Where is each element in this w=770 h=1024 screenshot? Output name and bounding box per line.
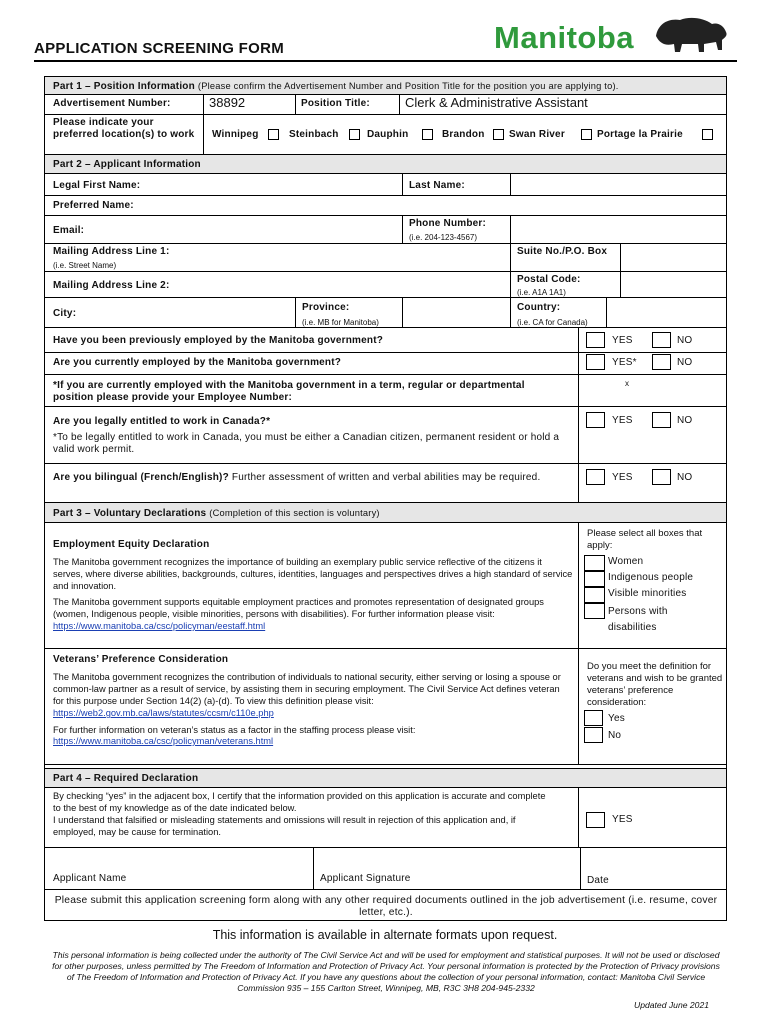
part1-note: (Please confirm the Advertisement Number and Position Title for the position you are applying to). <box>197 81 619 91</box>
date-field[interactable] <box>581 848 726 868</box>
veterans-p1-text: The Manitoba government recognizes the contribution of individuals to national security, either serving or losing a spouse or common-law partner as a result of service, by assisting them in securing employment. The Civil Service Act defines veteran for this purpose under Section 14(2) (a)-(d). To view this definition please visit: <box>53 672 561 706</box>
ad-number-label: Advertisement Number: <box>53 98 171 109</box>
veterans-yes-checkbox[interactable] <box>584 710 603 726</box>
location-swan-river-checkbox[interactable] <box>581 129 592 140</box>
legal-first-name-label: Legal First Name: <box>53 180 141 191</box>
title-rule <box>34 60 737 62</box>
ee-disabilities-checkbox[interactable] <box>584 603 605 619</box>
veterans-no-checkbox[interactable] <box>584 727 603 743</box>
declaration-p1: By checking “yes” in the adjacent box, I certify that the information provided on this application is accurate and complete to the best of my knowledge as of the date indicated below. <box>53 791 546 813</box>
phone-label: Phone Number: <box>409 218 487 229</box>
part3-heading: Part 3 – Voluntary Declarations <box>53 508 207 519</box>
bilingual-no-checkbox[interactable] <box>652 469 671 485</box>
email-label: Email: <box>53 225 85 236</box>
privacy-statement: This personal information is being collected under the authority of The Civil Service Act and will be used for employment and statistical purposes. It will not be used or disclosed for other purposes, unless permitted by The Freedom of Information and Protection of Privacy Act. Your personal information is protected by the Protection of Privacy provisions of The Freedom of Information and Protection of Privacy Act. If you have any questions about the collection of your personal information, contact: Manitoba Civil Service Commission 935 – 155 Carlton Street, Winnipeg, MB, R3C 3H8 204-945-2332 <box>52 950 720 993</box>
applicant-signature-field[interactable] <box>314 848 578 868</box>
ee-women-checkbox[interactable] <box>584 555 605 571</box>
declaration-yes-label: YES <box>612 814 633 825</box>
logo-text: Manitoba <box>494 20 635 55</box>
last-name-label: Last Name: <box>409 180 465 191</box>
mailing1-hint: (i.e. Street Name) <box>53 261 117 270</box>
last-name-field[interactable] <box>511 174 725 194</box>
location-winnipeg-label: Winnipeg <box>212 129 259 140</box>
q-legal-entitlement: Are you legally entitled to work in Canada?* <box>53 416 271 427</box>
curr-employed-no-label: NO <box>677 357 693 368</box>
country-hint: (i.e. CA for Canada) <box>517 318 588 327</box>
part2-heading: Part 2 – Applicant Information <box>53 159 201 170</box>
declaration-yes-checkbox[interactable] <box>586 812 605 828</box>
location-brandon-label: Brandon <box>442 129 485 140</box>
preferred-name-label: Preferred Name: <box>53 200 134 211</box>
q-bilingual-rest: Further assessment of written and verbal abilities may be required. <box>228 472 541 483</box>
employee-number-field[interactable] <box>579 375 725 406</box>
country-label: Country: <box>517 302 561 313</box>
legal-note: *To be legally entitled to work in Canada, you must be either a Canadian citizen, permanent resident or hold a valid work permit. <box>53 432 560 455</box>
applicant-signature-label: Applicant Signature <box>320 873 411 884</box>
ee-disabilities-label: Persons with disabilities <box>608 606 668 633</box>
veterans-yes-label: Yes <box>608 713 625 724</box>
bilingual-yes-label: YES <box>612 472 633 483</box>
applicant-name-label: Applicant Name <box>53 873 127 884</box>
declaration-p2: I understand that falsified or misleading statements and omissions will result in rejection of this application and, if employed, may be cause for termination. <box>53 815 516 837</box>
updated-date: Updated June 2021 <box>634 1000 710 1010</box>
bison-icon <box>652 14 732 54</box>
prev-employed-no-checkbox[interactable] <box>652 332 671 348</box>
ee-women-label: Women <box>608 556 644 567</box>
employee-number-marker: x <box>625 379 629 388</box>
prev-employed-yes-checkbox[interactable] <box>586 332 605 348</box>
bilingual-no-label: NO <box>677 472 693 483</box>
ee-indigenous-label: Indigenous people <box>608 572 694 583</box>
curr-employed-yes-label: YES* <box>612 357 637 368</box>
manitoba-logo <box>494 14 734 56</box>
ee-visible-minorities-label: Visible minorities <box>608 588 687 599</box>
ee-select-instruction: Please select all boxes that apply: <box>587 528 703 551</box>
location-brandon-checkbox[interactable] <box>493 129 504 140</box>
legal-yes-checkbox[interactable] <box>586 412 605 428</box>
postal-code-hint: (i.e. A1A 1A1) <box>517 288 566 297</box>
position-title-field[interactable]: Clerk & Administrative Assistant <box>405 95 588 110</box>
veterans-title: Veterans’ Preference Consideration <box>53 654 229 665</box>
employment-equity-title: Employment Equity Declaration <box>53 539 210 550</box>
veterans-no-label: No <box>608 730 622 741</box>
position-title-label: Position Title: <box>301 98 370 109</box>
suite-label: Suite No./P.O. Box <box>517 246 608 257</box>
part3-note: (Completion of this section is voluntary) <box>209 508 380 518</box>
province-label: Province: <box>302 302 350 313</box>
q-bilingual <box>53 472 573 484</box>
mailing1-label: Mailing Address Line 1: <box>53 246 170 257</box>
curr-employed-yes-checkbox[interactable] <box>586 354 605 370</box>
phone-hint: (i.e. 204-123-4567) <box>409 233 478 242</box>
veterans-p2: For further information on veteran’s status as a factor in the staffing process please visit: <box>53 725 416 735</box>
location-swan-river-label: Swan River <box>509 129 565 140</box>
form-title: APPLICATION SCREENING FORM <box>34 40 285 57</box>
date-label: Date <box>587 875 609 886</box>
location-dauphin-label: Dauphin <box>367 129 409 140</box>
prev-employed-yes-label: YES <box>612 335 633 346</box>
location-winnipeg-checkbox[interactable] <box>268 129 279 140</box>
employment-equity-p2 <box>53 596 573 632</box>
employment-equity-link[interactable]: https://www.manitoba.ca/csc/policyman/eestaff.html <box>53 621 266 631</box>
employee-number-note: *If you are currently employed with the Manitoba government in a term, regular or departmental position please provide your Employee Number: <box>53 380 525 403</box>
ee-visible-minorities-checkbox[interactable] <box>584 587 605 603</box>
location-portage-checkbox[interactable] <box>702 129 713 140</box>
veterans-p1 <box>53 671 573 719</box>
legal-no-checkbox[interactable] <box>652 412 671 428</box>
q-previously-employed: Have you been previously employed by the Manitoba government? <box>53 335 384 346</box>
location-dauphin-checkbox[interactable] <box>422 129 433 140</box>
part1-heading: Part 1 – Position Information <box>53 81 195 92</box>
applicant-name-field[interactable] <box>46 848 312 868</box>
curr-employed-no-checkbox[interactable] <box>652 354 671 370</box>
postal-code-label: Postal Code: <box>517 274 581 285</box>
locations-label: Please indicate your preferred location(s) to work <box>53 117 195 140</box>
alt-formats-note: This information is available in alternate formats upon request. <box>212 928 558 942</box>
province-hint: (i.e. MB for Manitoba) <box>302 318 379 327</box>
city-label: City: <box>53 308 77 319</box>
legal-no-label: NO <box>677 415 693 426</box>
mailing2-label: Mailing Address Line 2: <box>53 280 170 291</box>
bilingual-yes-checkbox[interactable] <box>586 469 605 485</box>
employment-equity-p1: The Manitoba government recognizes the importance of building an exemplary public service reflective of the citizens it serves, where diverse abilities, backgrounds, cultures, identities, languages and perspectives drives a high standard of service and innovation. <box>53 557 573 591</box>
location-portage-label: Portage la Prairie <box>597 129 683 140</box>
q-currently-employed: Are you currently employed by the Manitoba government? <box>53 357 342 368</box>
veterans-info-link[interactable]: https://www.manitoba.ca/csc/policyman/veterans.html <box>53 736 274 746</box>
prev-employed-no-label: NO <box>677 335 693 346</box>
q-bilingual-bold: Are you bilingual (French/English)? <box>53 472 229 483</box>
employment-equity-p2-text: The Manitoba government supports equitable employment practices and promotes representation of designated groups (women, Indigenous people, visible minorities, persons with disabilities). For further information please visit: <box>53 597 544 619</box>
ad-number-field[interactable]: 38892 <box>209 95 246 110</box>
veterans-question: Do you meet the definition for veterans and wish to be granted veterans’ preference consideration: <box>587 661 723 708</box>
ee-indigenous-checkbox[interactable] <box>584 571 605 587</box>
veterans-definition-link[interactable]: https://web2.gov.mb.ca/laws/statutes/ccsm/c110e.php <box>53 708 274 718</box>
location-steinbach-label: Steinbach <box>289 129 339 140</box>
legal-yes-label: YES <box>612 415 633 426</box>
part4-heading: Part 4 – Required Declaration <box>53 773 199 784</box>
submit-note: Please submit this application screening form along with any other required documents outlined in the job advertisement (i.e. resume, cover letter, etc.). <box>54 895 718 918</box>
location-steinbach-checkbox[interactable] <box>349 129 360 140</box>
